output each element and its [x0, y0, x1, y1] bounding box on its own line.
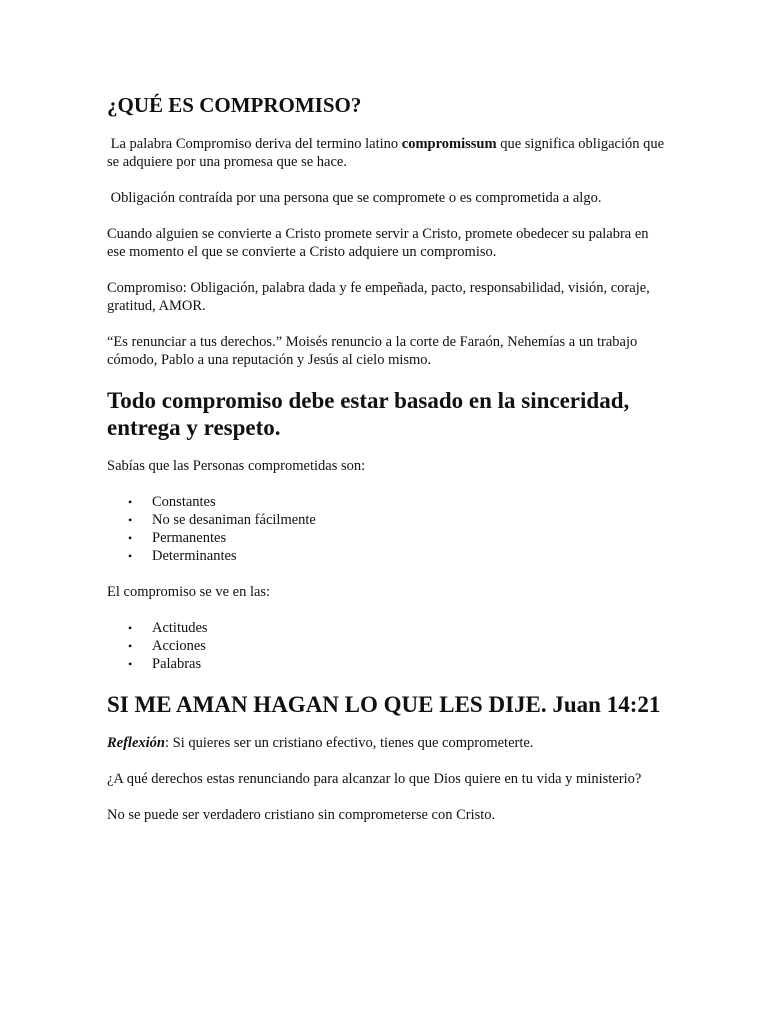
reflexion-text: : Si quieres ser un cristiano efectivo, tienes que comprometerte. — [165, 735, 534, 751]
definition-text-start: La palabra Compromiso deriva del termino latino — [107, 136, 402, 152]
list-item — [128, 655, 667, 673]
heading-juan-14-21: SI ME AMAN HAGAN LO QUE LES DIJE. Juan 14:21 — [107, 692, 661, 717]
list-item — [128, 493, 667, 511]
paragraph-obligation — [107, 189, 667, 207]
list-manifestations — [107, 619, 667, 673]
definition-text-end: que significa obligación que se adquiere por una promesa que se hace. — [107, 136, 665, 170]
bullet-icon: • — [128, 495, 133, 509]
list-item — [128, 529, 667, 547]
list-item-text: Permanentes — [152, 530, 227, 546]
bullet-icon: • — [128, 549, 133, 563]
bullet-icon: • — [128, 657, 133, 671]
bullet-icon: • — [128, 639, 133, 653]
paragraph-definition — [107, 135, 667, 171]
paragraph-derechos-question: ¿A qué derechos estas renunciando para alcanzar lo que Dios quiere en tu vida y ministerio? — [107, 771, 642, 787]
list-item-text: Palabras — [152, 656, 202, 672]
list-item-text: Determinantes — [152, 548, 237, 564]
paragraph-renunciar: “Es renunciar a tus derechos.” Moisés renuncio a la corte de Faraón, Nehemías a un trabajo cómodo, Pablo a una reputación y Jesús al cielo mismo. — [107, 334, 638, 368]
paragraph-conversion: Cuando alguien se convierte a Cristo promete servir a Cristo, promete obedecer su palabra en ese momento el que se convierte a Cristo adquiere un compromiso. — [107, 226, 649, 260]
definition-latin-term: compromissum — [401, 136, 497, 152]
list-item — [128, 619, 667, 637]
bullet-icon: • — [128, 531, 133, 545]
heading-sinceridad: Todo compromiso debe estar basado en la sinceridad, entrega y respeto. — [107, 388, 630, 440]
paragraph-conclusion: No se puede ser verdadero cristiano sin comprometerse con Cristo. — [107, 807, 496, 823]
list-item-text: Acciones — [152, 638, 206, 654]
paragraph-reflexion — [107, 734, 667, 752]
obligation-text: Obligación contraída por una persona que se compromete o es comprometida a algo. — [107, 190, 602, 206]
list-item — [128, 547, 667, 565]
document-page — [107, 92, 667, 842]
list-item-text: No se desaniman fácilmente — [152, 512, 316, 528]
paragraph-personas-comprometidas: Sabías que las Personas comprometidas son: — [107, 458, 366, 474]
bullet-icon: • — [128, 621, 133, 635]
list-item — [128, 511, 667, 529]
heading-que-es-compromiso: ¿QUÉ ES COMPROMISO? — [107, 93, 362, 117]
list-item — [128, 637, 667, 655]
list-item-text: Constantes — [152, 494, 216, 510]
list-item-text: Actitudes — [152, 620, 208, 636]
paragraph-compromiso-list: Compromiso: Obligación, palabra dada y fe empeñada, pacto, responsabilidad, visión, coraje, gratitud, AMOR. — [107, 280, 650, 314]
list-qualities — [107, 493, 667, 565]
bullet-icon: • — [128, 513, 133, 527]
reflexion-label: Reflexión — [107, 735, 165, 751]
paragraph-se-ve-en: El compromiso se ve en las: — [107, 584, 271, 600]
